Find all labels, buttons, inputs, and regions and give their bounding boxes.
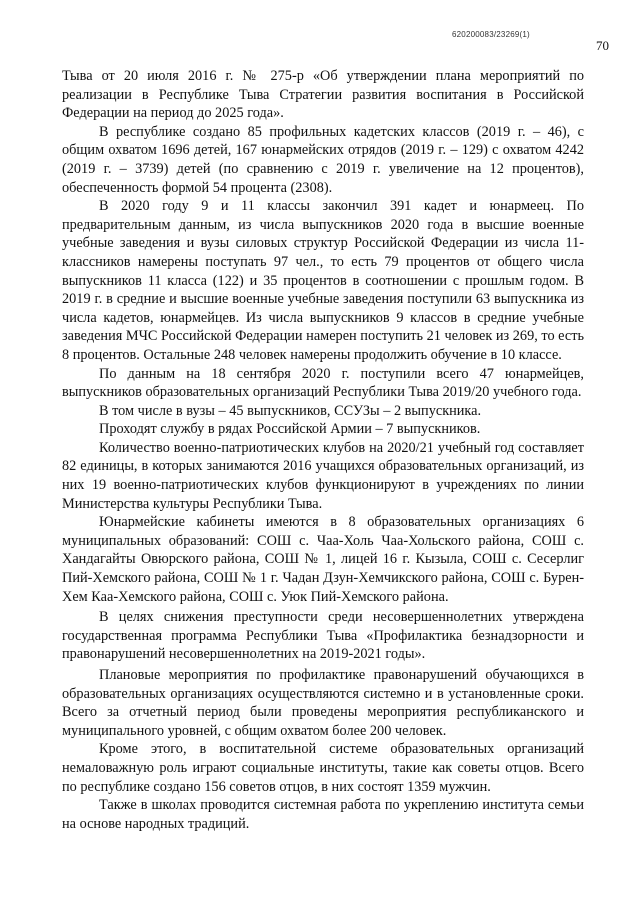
paragraph-cadet-classes: В республике создано 85 профильных кадетских классов (2019 г. – 46), с общим охватом 1696 детей, 167 юнармейских отрядов (2019 г. – 129) с охватом 4242 (2019 г. – 3739) детей (по сравнению с 2019 г. увеличение на 12 процентов), обеспеченность формой 54 процента (2308).	[62, 123, 584, 196]
paragraph-fathers-councils: Кроме этого, в воспитательной системе образовательных организаций немаловажную роль играют социальные институты, такие как советы отцов. Всего по республике создано 156 советов отцов, в них состоят 1359 мужчин.	[62, 741, 584, 795]
document-registration-number: 620200083/23269(1)	[452, 30, 530, 39]
paragraph-family-institute: Также в школах проводится системная работа по укреплению института семьи на основе народных традиций.	[62, 797, 584, 832]
paragraph-crime-prevention: В целях снижения преступности среди несовершеннолетних утверждена государственная программа Республики Тыва «Профилактика безнадзорности и правонарушений несовершеннолетних на 2019-2021 годы».	[62, 609, 584, 663]
paragraph-universities: В том числе в вузы – 45 выпускников, ССУЗы – 2 выпускника.	[99, 402, 482, 419]
paragraph-yunarmy-rooms: Юнармейские кабинеты имеются в 8 образовательных организациях 6 муниципальных образований: СОШ с. Чаа-Холь Чаа-Хольского района, СОШ с. Хандагайты Овюрского района, СОШ № 1, лицей 16 г. Кызыла, СОШ с. Сесерлиг Пий-Хемского района, СОШ № 1 г. Чадан Дзун-Хемчикского района, СОШ с. Бурен-Хем Каа-Хемского района, СОШ с. Уюк Пий-Хемского района.	[62, 514, 584, 605]
page-number: 70	[596, 38, 609, 53]
paragraph-graduates-2020: В 2020 году 9 и 11 классы закончил 391 кадет и юнармеец. По предварительным данным, из числа выпускников 2020 года в высшие военные учебные заведения и вузы силовых структур Российской Федерации из числа 11-классников намерены поступать 97 чел., то есть 79 процентов от общего числа выпускников 11 класса (122) и 35 процентов в соотношении с прошлым годом. В 2019 г. в средние и высшие военные учебные заведения поступили 63 выпускника из числа кадетов, юнармейцев. Из числа выпускников 9 классов в средние учебные заведения МЧС Российской Федерации намерен поступить 21 человек из 269, то есть 8 процентов. Остальные 248 человек намерены продолжить обучение в 10 классе.	[62, 198, 584, 363]
paragraph-prevention-measures: Плановые мероприятия по профилактике правонарушений обучающихся в образовательных организациях осуществляются системно и в установленные сроки. Всего за отчетный период были проведены мероприятия республиканского и муниципального уровней, с общим охватом более 200 человек.	[62, 667, 584, 739]
paragraph-admission-data: По данным на 18 сентября 2020 г. поступили всего 47 юнармейцев, выпускников образовательных организаций Республики Тыва 2019/20 учебного года.	[62, 365, 584, 401]
paragraph-army-service: Проходят службу в рядах Российской Армии – 7 выпускников.	[99, 421, 481, 438]
document-body	[62, 67, 584, 833]
paragraph-continuation: Тыва от 20 июля 2016 г. № 275-р «Об утверждении плана мероприятий по реализации в Республике Тыва Стратегии развития воспитания в Российской Федерации на период до 2025 года».	[62, 68, 584, 122]
paragraph-patriotic-clubs: Количество военно-патриотических клубов на 2020/21 учебный год составляет 82 единицы, в которых занимаются 2016 учащихся образовательных организаций, из них 19 военно-патриотических клубов функционируют в учреждениях по линии Министерства культуры Республики Тыва.	[62, 439, 584, 512]
